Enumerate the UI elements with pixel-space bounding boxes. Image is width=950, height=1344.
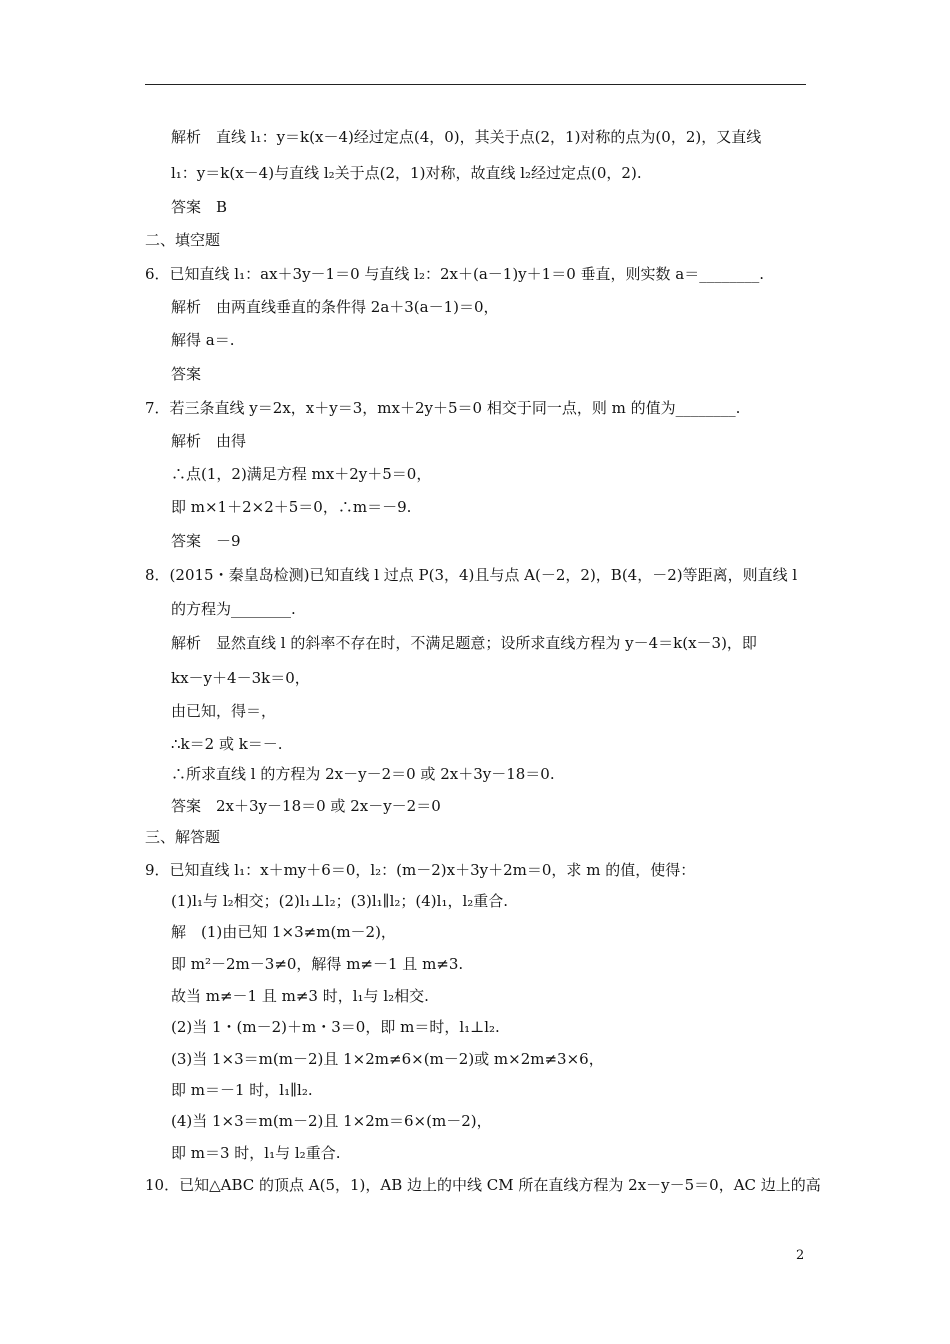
text-line: 解析 由两直线垂直的条件得 2a＋3(a－1)＝0，	[171, 298, 499, 316]
text-line: 解析 由得	[171, 432, 247, 450]
text-line: 故当 m≠－1 且 m≠3 时，l₁与 l₂相交.	[171, 987, 429, 1005]
text-line: 答案 －9	[171, 532, 241, 550]
text-line: 解 (1)由已知 1×3≠m(m－2)，	[171, 923, 396, 941]
text-line: 答案 B	[171, 198, 228, 216]
text-line: 的方程为________.	[171, 600, 296, 618]
section-heading: 二、填空题	[145, 231, 221, 249]
text-line: l₁：y＝k(x－4)与直线 l₂关于点(2，1)对称，故直线 l₂经过定点(0，2).	[171, 164, 642, 182]
text-line: 解析 显然直线 l 的斜率不存在时，不满足题意；设所求直线方程为 y－4＝k(x－3)，即	[171, 634, 757, 652]
text-line: 解得 a＝.	[171, 331, 235, 349]
section-heading: 三、解答题	[145, 828, 221, 846]
page-number: 2	[796, 1248, 805, 1263]
text-line: (4)当 1×3＝m(m－2)且 1×2m＝6×(m－2)，	[171, 1112, 492, 1130]
question-9: 9．已知直线 l₁：x＋my＋6＝0，l₂：(m－2)x＋3y＋2m＝0，求 m 的值，使得：	[145, 861, 696, 879]
question-7: 7．若三条直线 y＝2x，x＋y＝3，mx＋2y＋5＝0 相交于同一点，则 m 的值为________.	[145, 399, 741, 417]
question-6: 6．已知直线 l₁：ax＋3y－1＝0 与直线 l₂：2x＋(a－1)y＋1＝0 垂直，则实数 a＝________.	[145, 265, 764, 283]
header-rule	[145, 84, 806, 85]
text-line: (1)l₁与 l₂相交；(2)l₁⊥l₂；(3)l₁∥l₂；(4)l₁，l₂重合.	[171, 892, 509, 910]
text-line: 即 m＝－1 时，l₁∥l₂.	[171, 1081, 313, 1099]
question-8: 8．(2015・秦皇岛检测)已知直线 l 过点 P(3，4)且与点 A(－2，2)，B(4，－2)等距离，则直线 l	[145, 566, 798, 584]
text-line: ∴k＝2 或 k＝－.	[171, 735, 283, 753]
text-line: ∴点(1，2)满足方程 mx＋2y＋5＝0，	[171, 465, 432, 483]
text-line: (2)当 1・(m－2)＋m・3＝0，即 m＝时，l₁⊥l₂.	[171, 1018, 500, 1036]
text-line: 答案	[171, 365, 202, 383]
text-line: 由已知，得＝，	[171, 702, 277, 720]
text-line: 答案 2x＋3y－18＝0 或 2x－y－2＝0	[171, 797, 441, 815]
text-line: 解析 直线 l₁：y＝k(x－4)经过定点(4，0)，其关于点(2，1)对称的点为(0，2)，又直线	[171, 128, 762, 146]
text-line: 即 m²－2m－3≠0，解得 m≠－1 且 m≠3.	[171, 955, 464, 973]
text-line: ∴所求直线 l 的方程为 2x－y－2＝0 或 2x＋3y－18＝0.	[171, 765, 555, 783]
text-line: kx－y＋4－3k＝0，	[171, 669, 310, 687]
text-line: (3)当 1×3＝m(m－2)且 1×2m≠6×(m－2)或 m×2m≠3×6，	[171, 1050, 604, 1068]
text-line: 即 m×1＋2×2＋5＝0，∴m＝－9.	[171, 498, 412, 516]
question-10: 10．已知△ABC 的顶点 A(5，1)，AB 边上的中线 CM 所在直线方程为 2x－y－5＝0，AC 边上的高	[145, 1176, 821, 1194]
text-line: 即 m＝3 时，l₁与 l₂重合.	[171, 1144, 341, 1162]
